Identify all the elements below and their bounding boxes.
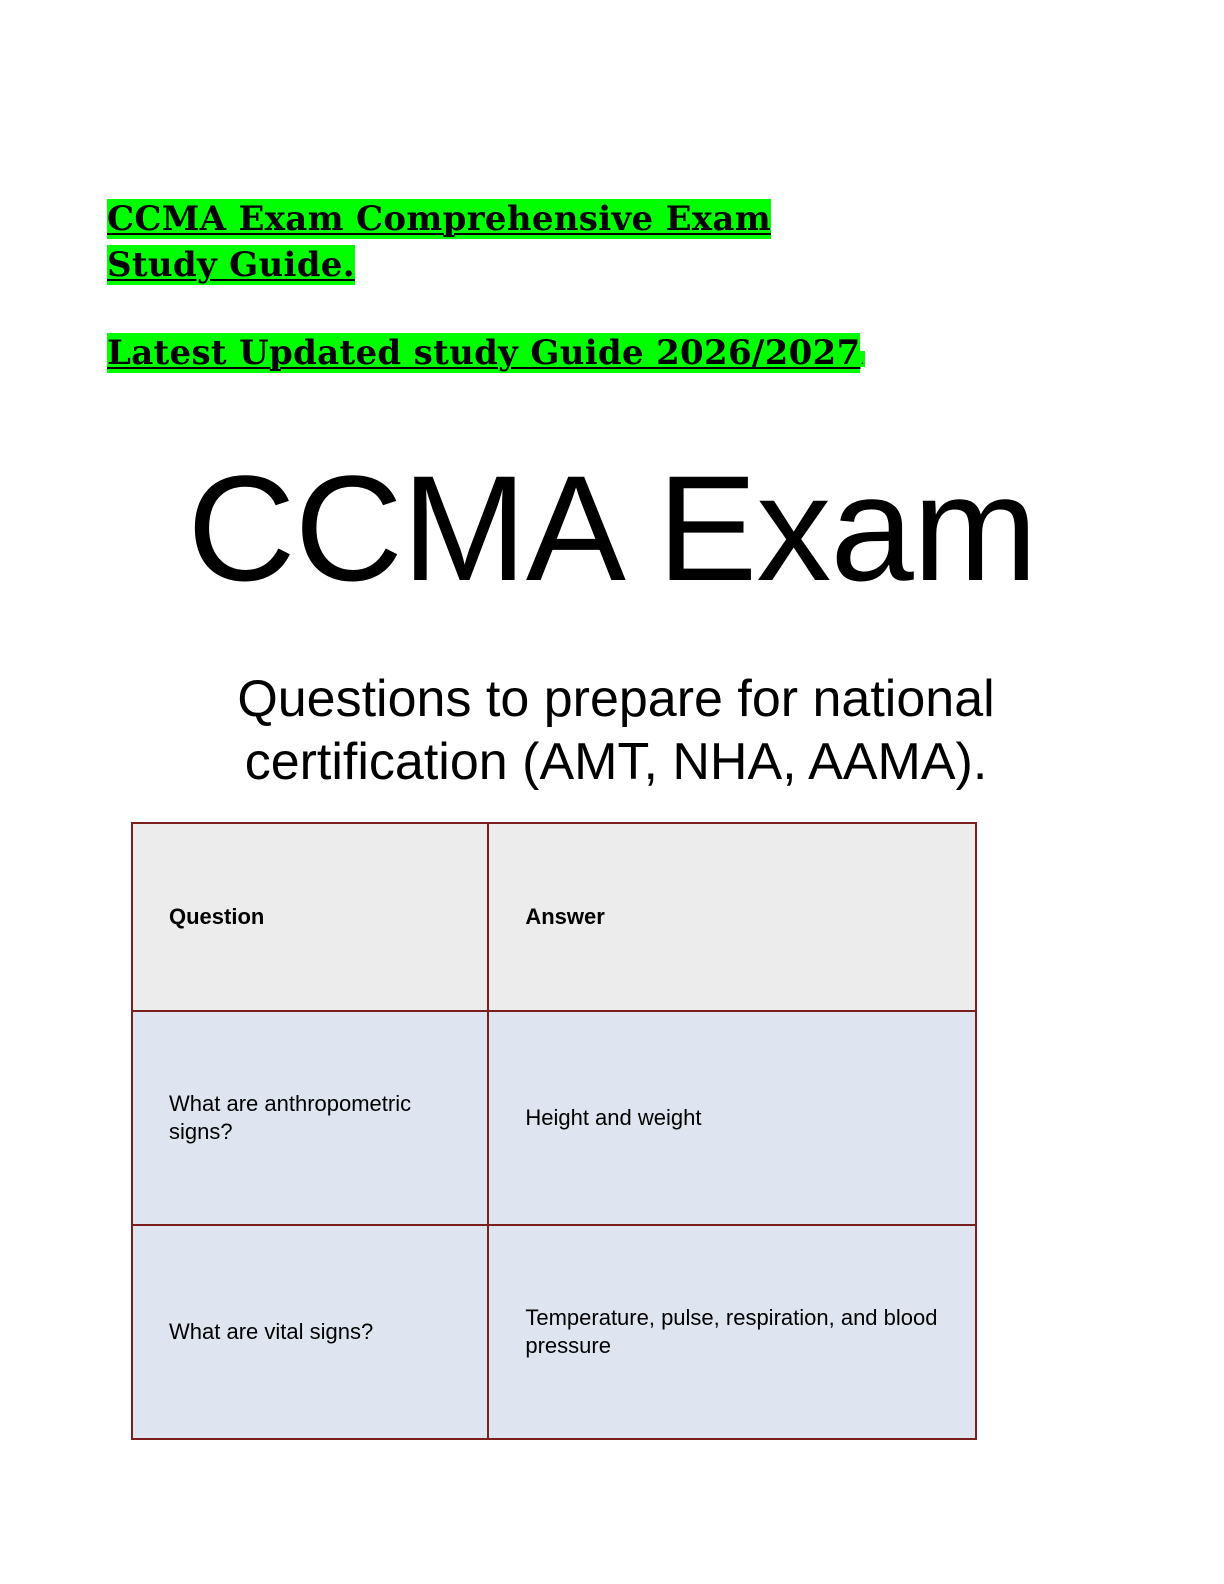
title-line-2: Study Guide. (107, 245, 355, 285)
table-row (132, 1011, 976, 1225)
table-row (132, 1225, 976, 1439)
qa-table (131, 822, 977, 1440)
subtitle-trail: . (860, 351, 865, 367)
column-header-question: Question (132, 823, 488, 1011)
document-title (107, 196, 927, 288)
title-line-1: CCMA Exam Comprehensive Exam (107, 199, 771, 239)
document-subtitle (107, 329, 865, 383)
column-header-answer: Answer (488, 823, 976, 1011)
main-heading: CCMA Exam (187, 444, 1037, 612)
answer-cell: Temperature, pulse, respiration, and blood pressure (488, 1225, 976, 1439)
subtitle-text: Latest Updated study Guide 2026/2027 (107, 333, 861, 373)
answer-cell: Height and weight (488, 1011, 976, 1225)
lead-line-1: Questions to prepare for national (237, 670, 995, 728)
lead-text (0, 668, 1224, 794)
question-cell: What are anthropometric signs? (132, 1011, 488, 1225)
question-cell: What are vital signs? (132, 1225, 488, 1439)
table-header-row (132, 823, 976, 1011)
lead-line-2: certification (AMT, NHA, AAMA). (244, 733, 988, 791)
